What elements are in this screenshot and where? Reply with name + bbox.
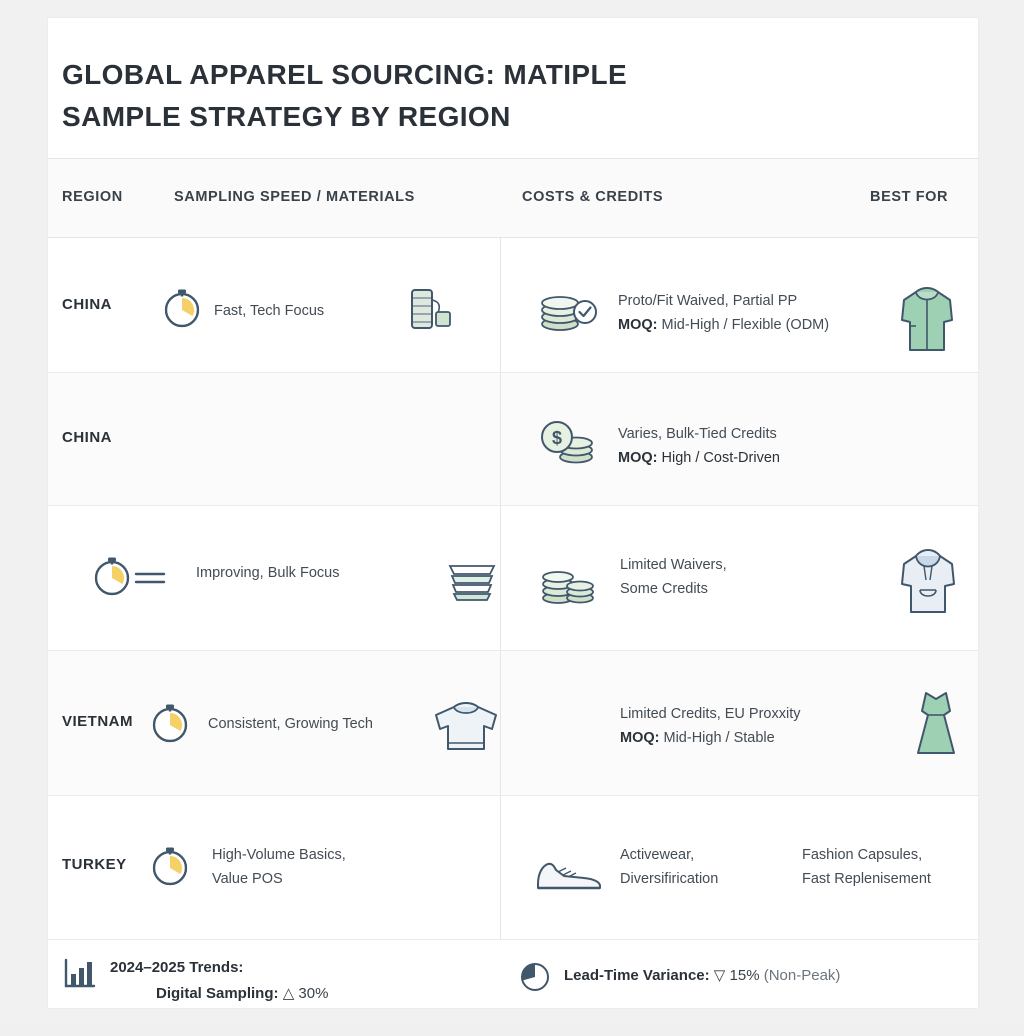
page-title-line-1: GLOBAL APPAREL SOURCING: MATIPLE (62, 59, 628, 90)
footer-variance-value: 15% (729, 967, 760, 984)
stopwatch-icon (160, 286, 204, 330)
row-cost-line-1: Varies, Bulk-Tied Credits (618, 426, 777, 442)
row-cost-moq-value: High / Cost-Driven (661, 450, 780, 466)
table-row (48, 506, 978, 651)
coins-check-icon (538, 286, 600, 334)
row-cost-line-1: Activewear, (620, 847, 695, 863)
stopwatch-icon (148, 842, 192, 890)
footer-variance-note: (Non-Peak) (763, 967, 841, 984)
infographic-card (48, 18, 978, 1008)
column-header-region: REGION (62, 189, 123, 205)
footer-summary (48, 940, 978, 1036)
row-divider-vertical (500, 796, 501, 939)
footer-variance-label: Lead-Time Variance: (564, 967, 710, 984)
jacket-icon (896, 280, 958, 356)
footer-trends-label (110, 956, 243, 980)
row-cost-moq-label: MOQ: (620, 730, 660, 746)
title-block (48, 18, 978, 158)
thread-spool-icon (406, 286, 458, 334)
row-speed-text: Improving, Bulk Focus (196, 565, 340, 581)
row-divider-vertical (500, 506, 501, 650)
sneaker-icon (532, 854, 606, 896)
bar-chart-icon (62, 956, 98, 990)
row-cost-moq-value: Mid-High / Flexible (ODM) (661, 317, 830, 333)
row-best-line-2: Fast Replenisement (802, 871, 931, 887)
row-cost-line-1: Proto/Fit Waived, Partial PP (618, 293, 798, 309)
hoodie-icon (898, 540, 958, 620)
row-cost-line-2 (618, 447, 780, 469)
row-divider-vertical (500, 238, 501, 372)
sweater-icon (428, 695, 504, 757)
column-header-speed: SAMPLING SPEED / MATERIALS (174, 189, 415, 205)
row-cost-line-2: Diversifirication (620, 871, 719, 887)
table-row (48, 373, 978, 506)
row-best-line-1: Fashion Capsules, (802, 847, 923, 863)
page-title-line-2: SAMPLE STRATEGY BY REGION (62, 101, 511, 132)
table-header-row (48, 159, 978, 238)
table-row (48, 651, 978, 796)
footer-digital-label: Digital Sampling: (156, 985, 279, 1002)
stopwatch-trend-icon (90, 554, 174, 602)
column-header-best-for: BEST FOR (870, 189, 949, 205)
row-cost-line-1: Limited Waivers, (620, 557, 727, 573)
column-header-costs: COSTS & CREDITS (522, 189, 664, 205)
row-region-label: VIETNAM (62, 713, 133, 730)
row-cost-line-2 (620, 727, 775, 749)
footer-lead-time-variance (564, 964, 840, 988)
row-speed-text: Consistent, Growing Tech (208, 716, 373, 732)
row-cost-line-1: Limited Credits, EU Proxxity (620, 706, 801, 722)
row-cost-line-2: Some Credits (620, 581, 708, 597)
row-speed-line-2: Value POS (212, 871, 283, 887)
coins-stack-icon (538, 552, 598, 606)
pie-chart-icon (520, 962, 550, 992)
row-region-label: TURKEY (62, 856, 127, 873)
row-cost-moq-value: Mid-High / Stable (663, 730, 775, 746)
coins-dollar-icon (538, 415, 600, 467)
row-region-label: CHINA (62, 296, 112, 313)
decrease-arrow-icon: ▽ (713, 967, 726, 984)
footer-digital-value: 30% (298, 985, 329, 1002)
footer-digital-sampling (156, 982, 328, 1006)
increase-arrow-icon: △ (282, 985, 295, 1002)
row-speed-line-1: High-Volume Basics, (212, 847, 346, 863)
row-region-label: CHINA (62, 429, 112, 446)
svg-text:$: $ (551, 428, 563, 448)
row-cost-moq-label: MOQ: (618, 450, 658, 466)
row-cost-moq-label: MOQ: (618, 317, 658, 333)
table-row (48, 238, 978, 373)
table-row (48, 796, 978, 940)
row-divider-vertical (500, 373, 501, 505)
stopwatch-icon (148, 699, 192, 747)
footer-trends-label-text: 2024–2025 Trends: (110, 959, 244, 976)
folded-fabric-icon (444, 552, 500, 608)
row-cost-line-2 (618, 314, 938, 336)
row-speed-text: Fast, Tech Focus (214, 303, 325, 319)
dress-icon (906, 687, 966, 765)
